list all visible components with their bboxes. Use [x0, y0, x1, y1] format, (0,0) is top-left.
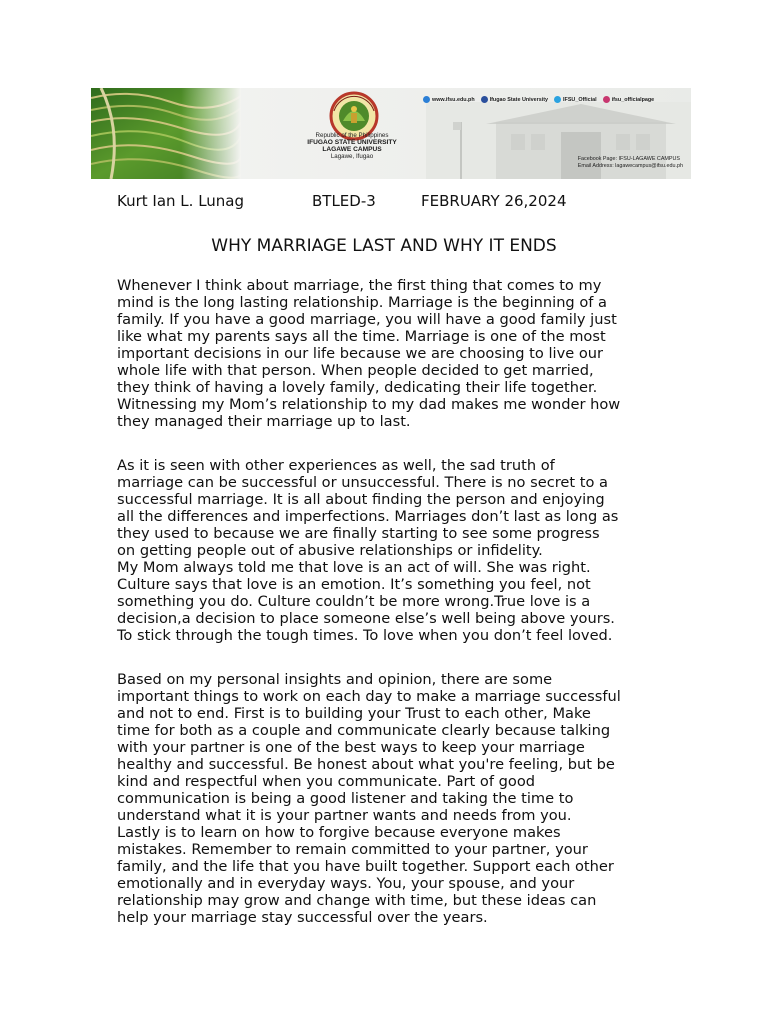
text-line: time for both as a couple and communicate clearly because talking	[117, 722, 611, 739]
social-facebook	[481, 96, 548, 103]
campus-name: LAGAWE CAMPUS	[322, 146, 382, 153]
text-line: important decisions in our life because we are choosing to live our	[117, 345, 604, 362]
text-line: important things to work on each day to make a marriage successful	[117, 688, 621, 705]
paragraph-2	[117, 430, 657, 559]
text-line: Lastly is to learn on how to forgive because everyone makes	[117, 824, 561, 841]
rice-terraces-image	[91, 88, 241, 179]
text-line: decision,a decision to place someone else’s well being above yours.	[117, 610, 615, 627]
text-line: they think of having a lovely family, dedicating their life together.	[117, 379, 598, 396]
text-line: emotionally and in everyday ways. You, your spouse, and your	[117, 875, 575, 892]
location-label: Lagawe, Ifugao	[330, 153, 374, 160]
social-twitter	[554, 96, 597, 103]
text-line: like what my parents says all the time. Marriage is one of the most	[117, 328, 606, 345]
text-line: something you do. Culture couldn’t be more wrong.True love is a	[117, 593, 591, 610]
social-links	[423, 96, 654, 103]
submission-date: FEBRUARY 26,2024	[421, 192, 567, 210]
text-line: marriage can be successful or unsuccessful. There is no secret to a	[117, 474, 608, 491]
text-line: As it is seen with other experiences as well, the sad truth of	[117, 457, 555, 474]
country-label: Republic of the Philippines	[315, 132, 389, 139]
text-line: help your marriage stay successful over the years.	[117, 909, 488, 926]
text-line: mistakes. Remember to remain committed to your partner, your	[117, 841, 588, 858]
text-line: understand what it is your partner wants and needs from you.	[117, 807, 572, 824]
social-website-label: www.ifsu.edu.ph	[432, 96, 475, 103]
text-line: successful marriage. It is all about finding the person and enjoying	[117, 491, 605, 508]
text-line: To stick through the tough times. To love when you don’t feel loved.	[117, 627, 613, 644]
text-line: whole life with that person. When people decided to get married,	[117, 362, 594, 379]
social-twitter-label: IFSU_Official	[563, 96, 597, 103]
text-line: with your partner is one of the best ways to keep your marriage	[117, 739, 585, 756]
university-name: IFUGAO STATE UNIVERSITY	[307, 139, 397, 146]
institution-block	[287, 132, 417, 160]
text-line: Witnessing my Mom’s relationship to my dad makes me wonder how	[117, 396, 621, 413]
text-line: Whenever I think about marriage, the first thing that comes to my	[117, 277, 602, 294]
twitter-icon	[554, 96, 561, 103]
text-line: Based on my personal insights and opinion, there are some	[117, 671, 553, 688]
text-line: on getting people out of abusive relationships or infidelity.	[117, 542, 543, 559]
social-website	[423, 96, 475, 103]
contact-info	[578, 156, 683, 170]
instagram-icon	[603, 96, 610, 103]
text-line: they used to because we are finally starting to see some progress	[117, 525, 600, 542]
essay-title: WHY MARRIAGE LAST AND WHY IT ENDS	[211, 236, 557, 256]
social-instagram-label: ifsu_officialpage	[611, 96, 655, 103]
social-instagram	[603, 96, 655, 103]
text-line: family. If you have a good marriage, you will have a good family just	[117, 311, 617, 328]
header-banner	[91, 88, 691, 179]
facebook-page-label: Facebook Page: IFSU-LAGAWE CAMPUS	[577, 156, 680, 162]
paragraph-3	[117, 559, 657, 644]
text-line: they managed their marriage up to last.	[117, 413, 411, 430]
paragraph-4	[117, 644, 657, 926]
text-line: Culture says that love is an emotion. It’s something you feel, not	[117, 576, 591, 593]
text-line: family, and the life that you have built together. Support each other	[117, 858, 614, 875]
text-line: kind and respectful when you communicate. Part of good	[117, 773, 536, 790]
text-line: relationship may grow and change with time, but these ideas can	[117, 892, 597, 909]
text-line: and not to end. First is to building your Trust to each other, Make	[117, 705, 591, 722]
social-facebook-label: Ifugao State University	[489, 96, 549, 103]
paragraph-1	[117, 250, 657, 430]
email-address-label: Email Address: lagawecampus@ifsu.edu.ph	[577, 163, 683, 169]
text-line: mind is the long lasting relationship. Marriage is the beginning of a	[117, 294, 607, 311]
text-line: communication is being a good listener and taking the time to	[117, 790, 574, 807]
essay-body	[117, 250, 657, 926]
facebook-icon	[481, 96, 488, 103]
text-line: all the differences and imperfections. Marriages don’t last as long as	[117, 508, 619, 525]
student-section: BTLED-3	[312, 192, 376, 210]
student-name: Kurt Ian L. Lunag	[117, 192, 245, 210]
text-line: My Mom always told me that love is an act of will. She was right.	[117, 559, 591, 576]
text-line: healthy and successful. Be honest about what you're feeling, but be	[117, 756, 615, 773]
globe-icon	[423, 96, 430, 103]
